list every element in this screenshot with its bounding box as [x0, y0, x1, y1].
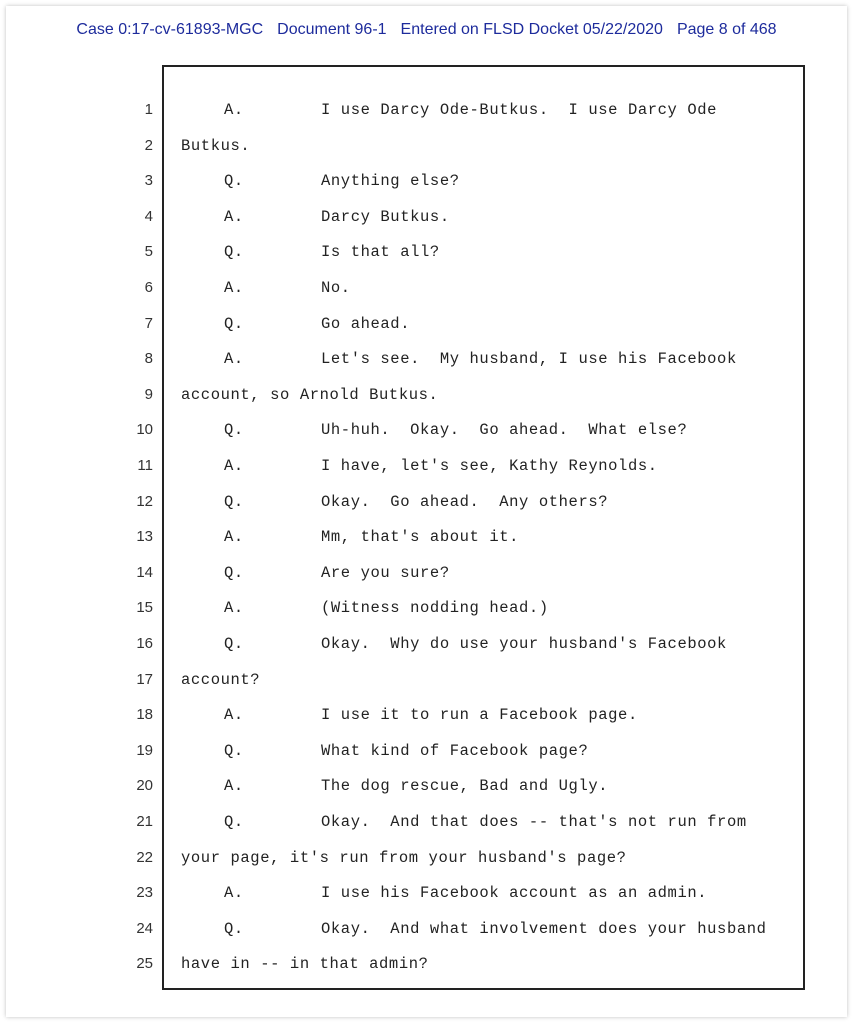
line-text [181, 166, 460, 196]
line-text [181, 95, 717, 125]
line-number: 15 [136, 599, 153, 617]
transcript-line [0, 344, 853, 374]
transcript-line [0, 878, 853, 908]
speaker-label: Q. [224, 314, 244, 333]
line-text [181, 736, 588, 766]
transcript-line [0, 522, 853, 552]
line-number: 16 [136, 635, 153, 652]
speaker-label: Q. [224, 741, 244, 760]
line-number: 9 [144, 385, 153, 403]
line-body: Anything else? [321, 172, 460, 191]
speaker-label: A. [224, 884, 244, 903]
line-number: 21 [136, 813, 153, 830]
line-body: No. [321, 279, 351, 297]
line-number: 4 [144, 207, 153, 225]
docket-header [0, 21, 853, 39]
line-body: I use Darcy Ode-Butkus. I use Darcy Ode [321, 101, 718, 119]
line-body: I use his Facebook account as an admin. [321, 884, 708, 903]
line-text [181, 629, 727, 659]
transcript-line [0, 949, 853, 979]
line-number: 20 [136, 777, 153, 795]
line-body: The dog rescue, Bad and Ugly. [321, 777, 609, 796]
transcript-line [0, 914, 853, 944]
line-body: Are you sure? [321, 563, 450, 582]
line-text [181, 949, 429, 979]
speaker-label: Q. [224, 421, 244, 440]
line-number: 12 [136, 492, 153, 510]
transcript-line [0, 237, 853, 267]
speaker-label: A. [224, 706, 244, 725]
line-number: 2 [144, 136, 153, 154]
line-text [181, 131, 250, 161]
line-text [181, 273, 351, 303]
line-text [181, 451, 658, 481]
case-number: Case 0:17-cv-61893-MGC [76, 21, 264, 38]
line-number: 11 [137, 457, 153, 474]
line-text [181, 344, 737, 374]
transcript-line [0, 807, 853, 837]
line-text [181, 593, 549, 623]
line-text [181, 237, 440, 267]
line-body: Go ahead. [321, 314, 411, 333]
transcript-line [0, 131, 853, 161]
speaker-label: A. [224, 279, 244, 297]
line-number: 13 [136, 528, 153, 546]
docket-entry: Entered on FLSD Docket 05/22/2020 [400, 21, 663, 38]
line-number: 8 [144, 350, 153, 368]
transcript-line [0, 166, 853, 196]
line-text [181, 309, 410, 339]
line-text [181, 771, 608, 801]
line-text [181, 665, 260, 695]
line-text [181, 415, 687, 445]
transcript-line [0, 629, 853, 659]
line-body: (Witness nodding head.) [321, 599, 549, 618]
line-body: Okay. Go ahead. Any others? [321, 492, 609, 511]
speaker-label: A. [224, 528, 244, 547]
line-body: account? [181, 670, 261, 689]
line-body: Okay. And that does -- that's not run from [321, 813, 747, 831]
transcript-line [0, 665, 853, 695]
page-number: Page 8 of 468 [676, 21, 777, 38]
line-body: Okay. And what involvement does your husband [321, 919, 767, 938]
line-number: 5 [144, 243, 153, 261]
speaker-label: Q. [224, 919, 244, 938]
transcript-line [0, 380, 853, 410]
speaker-label: Q. [224, 563, 244, 582]
line-text [181, 700, 638, 730]
line-number: 6 [144, 279, 153, 296]
line-text [181, 522, 519, 552]
line-text [181, 878, 707, 908]
speaker-label: A. [224, 599, 244, 618]
line-number: 10 [136, 421, 153, 439]
transcript-line [0, 95, 853, 125]
speaker-label: A. [224, 207, 244, 226]
line-body: your page, it's run from your husband's page? [181, 848, 627, 867]
transcript-line [0, 736, 853, 766]
line-text [181, 202, 450, 232]
speaker-label: A. [224, 457, 244, 475]
line-text [181, 380, 438, 410]
line-number: 23 [136, 884, 153, 902]
transcript-line [0, 593, 853, 623]
line-body: Butkus. [181, 136, 251, 155]
line-body: account, so Arnold Butkus. [181, 385, 439, 404]
line-number: 19 [136, 741, 153, 759]
transcript-line [0, 309, 853, 339]
line-number: 14 [136, 563, 153, 581]
line-number: 22 [136, 848, 153, 866]
line-text [181, 843, 627, 873]
transcript-line [0, 700, 853, 730]
line-text [181, 487, 608, 517]
line-number: 18 [136, 706, 153, 724]
line-text [181, 914, 767, 944]
line-number: 3 [144, 172, 153, 190]
line-body: Let's see. My husband, I use his Facebook [321, 350, 737, 369]
transcript-line [0, 843, 853, 873]
speaker-label: A. [224, 350, 244, 369]
transcript-line [0, 451, 853, 481]
line-text [181, 807, 747, 837]
transcript-line [0, 202, 853, 232]
document-number: Document 96-1 [277, 21, 387, 38]
line-body: I have, let's see, Kathy Reynolds. [321, 457, 658, 475]
line-body: Mm, that's about it. [321, 528, 520, 547]
transcript-line [0, 558, 853, 588]
line-body: Uh-huh. Okay. Go ahead. What else? [321, 421, 688, 440]
line-number: 7 [144, 314, 153, 332]
line-text [181, 558, 450, 588]
transcript-line [0, 487, 853, 517]
speaker-label: Q. [224, 243, 244, 262]
line-body: Darcy Butkus. [321, 207, 450, 226]
speaker-label: Q. [224, 492, 244, 511]
line-body: Okay. Why do use your husband's Facebook [321, 635, 727, 653]
line-number: 24 [136, 919, 153, 937]
speaker-label: A. [224, 777, 244, 796]
line-number: 1 [144, 101, 153, 118]
transcript-line [0, 771, 853, 801]
line-number: 25 [136, 955, 153, 973]
line-number: 17 [136, 670, 153, 688]
speaker-label: A. [224, 101, 244, 119]
speaker-label: Q. [224, 813, 244, 831]
speaker-label: Q. [224, 635, 244, 653]
line-body: have in -- in that admin? [181, 955, 429, 974]
transcript-line [0, 415, 853, 445]
transcript-line [0, 273, 853, 303]
line-body: Is that all? [321, 243, 440, 262]
line-body: I use it to run a Facebook page. [321, 706, 638, 725]
line-body: What kind of Facebook page? [321, 741, 589, 760]
speaker-label: Q. [224, 172, 244, 191]
